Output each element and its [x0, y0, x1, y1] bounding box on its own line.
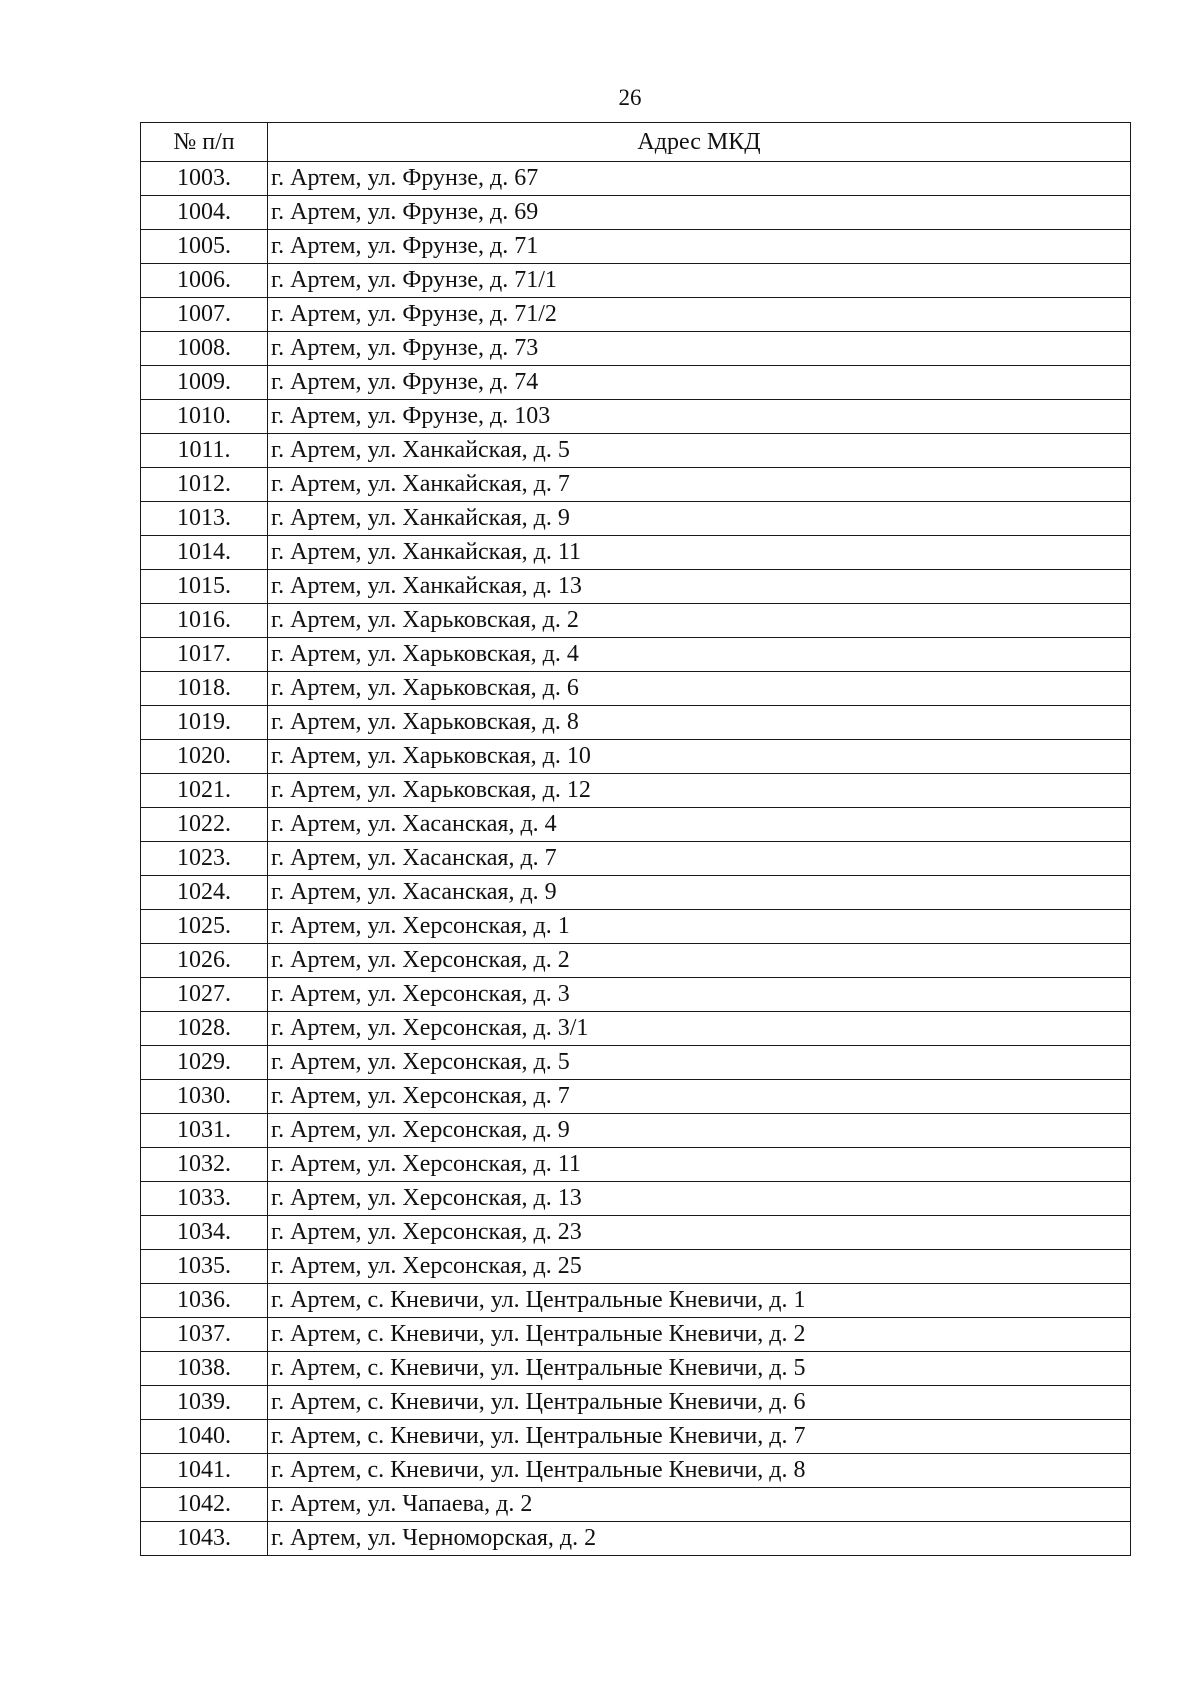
table-row	[141, 808, 1131, 842]
row-address: г. Артем, с. Кневичи, ул. Центральные Кневичи, д. 2	[268, 1318, 1131, 1352]
row-number: 1015.	[141, 570, 268, 604]
row-address: г. Артем, ул. Херсонская, д. 5	[268, 1046, 1131, 1080]
row-number: 1031.	[141, 1114, 268, 1148]
row-address: г. Артем, ул. Фрунзе, д. 71	[268, 230, 1131, 264]
row-address: г. Артем, ул. Ханкайская, д. 5	[268, 434, 1131, 468]
table-row	[141, 264, 1131, 298]
row-number: 1040.	[141, 1420, 268, 1454]
row-number: 1005.	[141, 230, 268, 264]
row-number: 1017.	[141, 638, 268, 672]
row-address: г. Артем, ул. Фрунзе, д. 67	[268, 162, 1131, 196]
row-address: г. Артем, ул. Хасанская, д. 9	[268, 876, 1131, 910]
table-row	[141, 1488, 1131, 1522]
row-address: г. Артем, ул. Херсонская, д. 13	[268, 1182, 1131, 1216]
row-address: г. Артем, ул. Харьковская, д. 2	[268, 604, 1131, 638]
header-address: Адрес МКД	[268, 123, 1131, 162]
table-row	[141, 434, 1131, 468]
row-address: г. Артем, ул. Херсонская, д. 1	[268, 910, 1131, 944]
table-row	[141, 876, 1131, 910]
row-address: г. Артем, ул. Фрунзе, д. 71/2	[268, 298, 1131, 332]
row-number: 1028.	[141, 1012, 268, 1046]
row-number: 1006.	[141, 264, 268, 298]
row-address: г. Артем, ул. Ханкайская, д. 7	[268, 468, 1131, 502]
table-row	[141, 604, 1131, 638]
row-address: г. Артем, ул. Харьковская, д. 12	[268, 774, 1131, 808]
table-row	[141, 468, 1131, 502]
row-address: г. Артем, ул. Харьковская, д. 10	[268, 740, 1131, 774]
address-table	[140, 122, 1131, 1556]
row-address: г. Артем, ул. Черноморская, д. 2	[268, 1522, 1131, 1556]
table-row	[141, 842, 1131, 876]
row-number: 1014.	[141, 536, 268, 570]
row-number: 1011.	[141, 434, 268, 468]
row-number: 1041.	[141, 1454, 268, 1488]
row-number: 1035.	[141, 1250, 268, 1284]
row-number: 1016.	[141, 604, 268, 638]
table-row	[141, 298, 1131, 332]
row-number: 1024.	[141, 876, 268, 910]
row-number: 1036.	[141, 1284, 268, 1318]
row-address: г. Артем, ул. Ханкайская, д. 9	[268, 502, 1131, 536]
row-address: г. Артем, с. Кневичи, ул. Центральные Кневичи, д. 1	[268, 1284, 1131, 1318]
table-row	[141, 1216, 1131, 1250]
row-address: г. Артем, ул. Херсонская, д. 11	[268, 1148, 1131, 1182]
row-number: 1019.	[141, 706, 268, 740]
row-address: г. Артем, ул. Херсонская, д. 9	[268, 1114, 1131, 1148]
row-address: г. Артем, ул. Фрунзе, д. 69	[268, 196, 1131, 230]
table-row	[141, 1352, 1131, 1386]
row-address: г. Артем, ул. Фрунзе, д. 71/1	[268, 264, 1131, 298]
table-row	[141, 400, 1131, 434]
row-number: 1038.	[141, 1352, 268, 1386]
table-row	[141, 1386, 1131, 1420]
row-number: 1009.	[141, 366, 268, 400]
row-address: г. Артем, с. Кневичи, ул. Центральные Кневичи, д. 7	[268, 1420, 1131, 1454]
row-number: 1030.	[141, 1080, 268, 1114]
table-row	[141, 230, 1131, 264]
table-row	[141, 944, 1131, 978]
table-row	[141, 1182, 1131, 1216]
table-row	[141, 978, 1131, 1012]
row-number: 1010.	[141, 400, 268, 434]
row-address: г. Артем, с. Кневичи, ул. Центральные Кневичи, д. 6	[268, 1386, 1131, 1420]
row-address: г. Артем, ул. Харьковская, д. 4	[268, 638, 1131, 672]
table-header-row	[141, 123, 1131, 162]
table-row	[141, 332, 1131, 366]
row-number: 1007.	[141, 298, 268, 332]
row-address: г. Артем, ул. Херсонская, д. 25	[268, 1250, 1131, 1284]
row-address: г. Артем, ул. Фрунзе, д. 73	[268, 332, 1131, 366]
row-number: 1027.	[141, 978, 268, 1012]
table-row	[141, 536, 1131, 570]
row-number: 1003.	[141, 162, 268, 196]
row-address: г. Артем, ул. Харьковская, д. 8	[268, 706, 1131, 740]
row-address: г. Артем, ул. Херсонская, д. 3	[268, 978, 1131, 1012]
table-row	[141, 1420, 1131, 1454]
table-row	[141, 774, 1131, 808]
row-address: г. Артем, ул. Фрунзе, д. 103	[268, 400, 1131, 434]
row-number: 1032.	[141, 1148, 268, 1182]
table-row	[141, 1284, 1131, 1318]
row-address: г. Артем, ул. Ханкайская, д. 11	[268, 536, 1131, 570]
row-address: г. Артем, ул. Херсонская, д. 7	[268, 1080, 1131, 1114]
row-address: г. Артем, ул. Херсонская, д. 23	[268, 1216, 1131, 1250]
row-number: 1023.	[141, 842, 268, 876]
row-address: г. Артем, ул. Хасанская, д. 4	[268, 808, 1131, 842]
table-row	[141, 1522, 1131, 1556]
table-row	[141, 638, 1131, 672]
table-row	[141, 196, 1131, 230]
row-number: 1025.	[141, 910, 268, 944]
row-address: г. Артем, ул. Херсонская, д. 2	[268, 944, 1131, 978]
table-row	[141, 570, 1131, 604]
table-row	[141, 1250, 1131, 1284]
table-row	[141, 910, 1131, 944]
row-number: 1033.	[141, 1182, 268, 1216]
table-row	[141, 1012, 1131, 1046]
row-number: 1013.	[141, 502, 268, 536]
table-row	[141, 706, 1131, 740]
row-address: г. Артем, ул. Херсонская, д. 3/1	[268, 1012, 1131, 1046]
row-number: 1037.	[141, 1318, 268, 1352]
table-row	[141, 740, 1131, 774]
table-row	[141, 1148, 1131, 1182]
row-number: 1012.	[141, 468, 268, 502]
row-address: г. Артем, ул. Харьковская, д. 6	[268, 672, 1131, 706]
row-number: 1018.	[141, 672, 268, 706]
row-number: 1004.	[141, 196, 268, 230]
table-row	[141, 1318, 1131, 1352]
row-number: 1026.	[141, 944, 268, 978]
row-address: г. Артем, ул. Чапаева, д. 2	[268, 1488, 1131, 1522]
row-number: 1029.	[141, 1046, 268, 1080]
row-number: 1021.	[141, 774, 268, 808]
row-address: г. Артем, с. Кневичи, ул. Центральные Кневичи, д. 5	[268, 1352, 1131, 1386]
header-number: № п/п	[141, 123, 268, 162]
table-row	[141, 1046, 1131, 1080]
table-body	[141, 162, 1131, 1556]
row-number: 1042.	[141, 1488, 268, 1522]
row-number: 1022.	[141, 808, 268, 842]
table-row	[141, 1080, 1131, 1114]
table-row	[141, 162, 1131, 196]
table-row	[141, 366, 1131, 400]
table-row	[141, 1114, 1131, 1148]
page-number: 26	[618, 85, 642, 110]
row-number: 1020.	[141, 740, 268, 774]
table-row	[141, 672, 1131, 706]
table-row	[141, 502, 1131, 536]
row-number: 1043.	[141, 1522, 268, 1556]
row-address: г. Артем, с. Кневичи, ул. Центральные Кневичи, д. 8	[268, 1454, 1131, 1488]
row-address: г. Артем, ул. Фрунзе, д. 74	[268, 366, 1131, 400]
row-number: 1034.	[141, 1216, 268, 1250]
row-address: г. Артем, ул. Хасанская, д. 7	[268, 842, 1131, 876]
row-number: 1008.	[141, 332, 268, 366]
table-row	[141, 1454, 1131, 1488]
row-address: г. Артем, ул. Ханкайская, д. 13	[268, 570, 1131, 604]
row-number: 1039.	[141, 1386, 268, 1420]
